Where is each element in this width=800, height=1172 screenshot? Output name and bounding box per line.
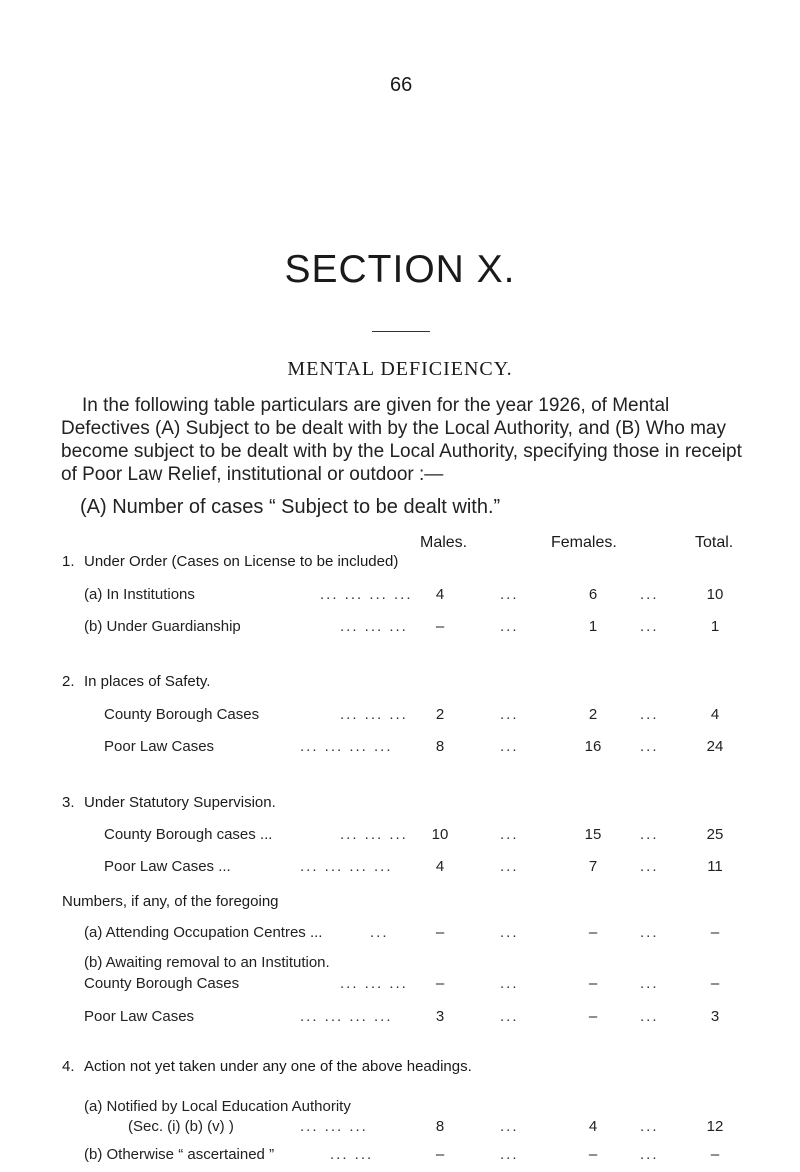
- table-row: [0, 1098, 800, 1120]
- females-value: 15: [584, 826, 602, 843]
- females-value: –: [588, 924, 598, 941]
- group-title: Under Statutory Supervision.: [84, 794, 276, 811]
- females-value: 7: [588, 858, 598, 875]
- group-title: Action not yet taken under any one of the above headings.: [84, 1058, 472, 1075]
- table-row: [0, 738, 800, 760]
- row-label: (a) In Institutions: [84, 586, 195, 603]
- row-dots: ...: [500, 826, 519, 843]
- intro-line: Defectives (A) Subject to be dealt with by the Local Authority, and (B) Who may: [61, 418, 726, 439]
- column-header-males: Males.: [420, 534, 468, 551]
- total-value: 25: [706, 826, 724, 843]
- column-header-total: Total.: [695, 534, 734, 551]
- title-rule: [372, 331, 430, 332]
- total-value: –: [710, 1146, 720, 1163]
- row-dots: ...: [500, 1146, 519, 1163]
- row-dots: ...: [640, 826, 659, 843]
- males-value: 3: [435, 1008, 445, 1025]
- row-dots: ...: [500, 858, 519, 875]
- total-value: 12: [706, 1118, 724, 1135]
- row-dots: ... ... ... ...: [320, 586, 413, 603]
- females-value: 6: [588, 586, 598, 603]
- females-value: –: [588, 975, 598, 992]
- intro-line: In the following table particulars are given for the year 1926, of Mental: [82, 395, 670, 416]
- row-dots: ... ... ...: [300, 1118, 368, 1135]
- males-value: –: [435, 618, 445, 635]
- row-label: (a) Notified by Local Education Authority: [84, 1098, 351, 1115]
- row-dots: ... ... ... ...: [300, 1008, 393, 1025]
- table-row: [0, 1008, 800, 1030]
- males-value: –: [435, 924, 445, 941]
- total-value: 1: [710, 618, 720, 635]
- row-dots: ... ... ...: [340, 706, 408, 723]
- row-label: Poor Law Cases: [104, 738, 215, 755]
- group-number: 1.: [62, 553, 75, 570]
- row-dots: ... ... ...: [340, 618, 408, 635]
- group-title: Numbers, if any, of the foregoing: [62, 893, 279, 910]
- table-row: [0, 924, 800, 946]
- intro-line: of Poor Law Relief, institutional or outdoor :—: [61, 464, 444, 485]
- group-title: Under Order (Cases on License to be included): [84, 553, 399, 570]
- table-row: [0, 586, 800, 608]
- row-dots: ...: [640, 618, 659, 635]
- row-dots: ...: [500, 975, 519, 992]
- table-row: [0, 826, 800, 848]
- row-label: Poor Law Cases: [84, 1008, 195, 1025]
- heading-a: (A) Number of cases “ Subject to be dealt with.”: [80, 496, 501, 518]
- table-row: [0, 954, 800, 976]
- females-value: 4: [588, 1118, 598, 1135]
- row-dots: ... ... ... ...: [300, 858, 393, 875]
- row-dots: ...: [500, 738, 519, 755]
- females-value: –: [588, 1146, 598, 1163]
- table-row: [0, 858, 800, 880]
- row-dots: ...: [500, 618, 519, 635]
- row-label: (b) Under Guardianship: [84, 618, 241, 635]
- row-dots: ...: [500, 706, 519, 723]
- row-dots: ...: [640, 1008, 659, 1025]
- table-row: [0, 618, 800, 640]
- row-dots: ...: [640, 738, 659, 755]
- females-value: 1: [588, 618, 598, 635]
- males-value: –: [435, 1146, 445, 1163]
- row-dots: ...: [640, 924, 659, 941]
- males-value: 2: [435, 706, 445, 723]
- table-row: [0, 1146, 800, 1168]
- total-value: 3: [710, 1008, 720, 1025]
- row-dots: ...: [640, 706, 659, 723]
- group-title: In places of Safety.: [84, 673, 211, 690]
- total-value: 4: [710, 706, 720, 723]
- intro-line: become subject to be dealt with by the Local Authority, specifying those in receipt: [61, 441, 742, 462]
- males-value: –: [435, 975, 445, 992]
- total-value: –: [710, 975, 720, 992]
- males-value: 10: [431, 826, 449, 843]
- row-label: County Borough Cases: [104, 706, 260, 723]
- row-label: County Borough cases ...: [104, 826, 273, 843]
- row-label: (b) Awaiting removal to an Institution.: [84, 954, 330, 971]
- total-value: 10: [706, 586, 724, 603]
- row-label: County Borough Cases: [84, 975, 240, 992]
- row-dots: ...: [500, 586, 519, 603]
- intro-paragraph: [61, 394, 746, 486]
- group-number: 3.: [62, 794, 75, 811]
- total-value: 24: [706, 738, 724, 755]
- table-row: [0, 706, 800, 728]
- females-value: 16: [584, 738, 602, 755]
- group-number: 2.: [62, 673, 75, 690]
- table-row: [0, 1118, 800, 1140]
- row-dots: ...: [640, 858, 659, 875]
- row-dots: ...: [640, 1118, 659, 1135]
- row-label: (a) Attending Occupation Centres ...: [84, 924, 323, 941]
- row-dots: ...: [500, 1118, 519, 1135]
- total-value: –: [710, 924, 720, 941]
- row-dots: ...: [640, 975, 659, 992]
- subtitle: MENTAL DEFICIENCY.: [287, 358, 513, 380]
- section-title: SECTION X.: [284, 248, 516, 291]
- row-label: Poor Law Cases ...: [104, 858, 231, 875]
- males-value: 4: [435, 858, 445, 875]
- males-value: 4: [435, 586, 445, 603]
- row-dots: ... ... ... ...: [300, 738, 393, 755]
- row-dots: ...: [640, 1146, 659, 1163]
- males-value: 8: [435, 1118, 445, 1135]
- row-dots: ... ...: [330, 1146, 374, 1163]
- row-dots: ...: [370, 924, 389, 941]
- row-label: (b) Otherwise “ ascertained ”: [84, 1146, 275, 1163]
- row-dots: ... ... ...: [340, 826, 408, 843]
- column-header-females: Females.: [551, 534, 617, 551]
- females-value: –: [588, 1008, 598, 1025]
- row-dots: ...: [640, 586, 659, 603]
- males-value: 8: [435, 738, 445, 755]
- row-dots: ...: [500, 1008, 519, 1025]
- row-label: (Sec. (i) (b) (v) ): [128, 1118, 234, 1135]
- group-number: 4.: [62, 1058, 75, 1075]
- total-value: 11: [707, 858, 723, 875]
- females-value: 2: [588, 706, 598, 723]
- table-row: [0, 975, 800, 997]
- page-number: 66: [390, 74, 413, 96]
- row-dots: ...: [500, 924, 519, 941]
- row-dots: ... ... ...: [340, 975, 408, 992]
